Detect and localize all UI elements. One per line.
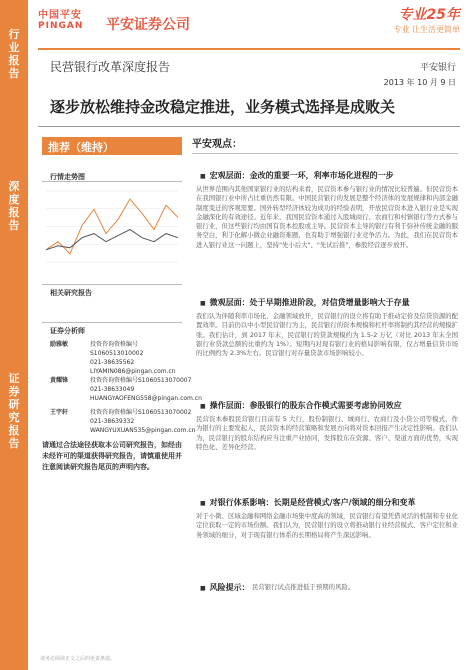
- pingan-logo: [38, 6, 96, 31]
- sidebar-char: 度: [8, 193, 20, 206]
- anniversary-slogan: 专业 让生活更简单: [393, 25, 460, 34]
- sidebar-char: 深: [8, 180, 20, 193]
- analyst-info: [90, 340, 184, 376]
- related-reports-title: 相关研究报告: [50, 289, 92, 297]
- analyst-phone: 021-38635562: [90, 359, 135, 366]
- anniversary-logo: [393, 4, 460, 35]
- section-title: ■ 微观层面：处于早期推进阶段，对信贷增量影响大于存量: [200, 297, 410, 308]
- sidebar-char: 究: [8, 411, 20, 424]
- sidebar-label-industry: [0, 28, 28, 80]
- sidebar-char: 告: [8, 67, 20, 80]
- sidebar-char: 研: [8, 398, 20, 411]
- analyst-license: 投资咨询资格编号S1060513070007: [90, 377, 192, 384]
- headline-divider: [38, 126, 460, 127]
- rating-badge: 推荐（维持）: [42, 137, 182, 155]
- analyst-info: [90, 376, 202, 403]
- anniversary-title: 专业25年: [398, 7, 460, 23]
- section-title: ■ 宏观层面：金改的重要一环，利率市场化进程的一步: [200, 170, 394, 181]
- analyst-email[interactable]: HUANGYAOFENG558@pingan.com.cn: [90, 395, 202, 402]
- report-date: 2013 年 10 月 9 日: [383, 78, 456, 87]
- analyst-license: 投资咨询资格编号S1060513010002: [90, 341, 144, 357]
- analyst-phone: 021-38633049: [90, 386, 135, 393]
- report-headline: 逐步放松维持金改稳定推进，业务模式选择是成败关: [50, 98, 396, 116]
- viewpoint-title: 平安观点：: [192, 139, 242, 150]
- risk-body: 民营银行试点推进低于预期的风险。: [252, 583, 355, 591]
- sidebar-char: 券: [8, 385, 20, 398]
- report-type: 民营银行改革深度报告: [50, 60, 171, 74]
- analyst-title: 证券分析师: [50, 327, 85, 335]
- industry-label: 平安银行: [419, 63, 456, 73]
- chart-series-line: [46, 230, 178, 250]
- section-title: ■ 对银行体系影响：长期是经营模式/客户/领域的细分和变革: [200, 497, 416, 508]
- section-body: 民营资本参股民营银行目前有 5 大行，股份制银行、城商行、农商行及小贷公司等模式，作为银行的主要发起人，民营资本的经营策略和发展方向将对资本回报产生决定性影响。我们认为，民营银行的股东结构应当注重产业协同，发挥股东在资源、客户、渠道方面的优势，实现特色化、差异化经营。: [196, 415, 459, 451]
- analyst-license: 投资咨询资格编号S1060513070002: [90, 409, 192, 416]
- header-divider: [38, 48, 460, 50]
- sidebar-label-research: [0, 372, 28, 450]
- section-body: 从世界范围内其他国家银行业的结构来看，民营资本参与银行业的情况比较普遍。但民营资本在我国银行业中所占比重仍然有限。中国民营银行的发展是整个经济体的发展规律和内部金融制度变迁的客观需要。国外转型经济体较为成功的经验表明，开放民营资本进入银行业是实现金融深化的有效途径。近年来，我国民营资本通过入股城商行、农商行和村镇银行等方式参与银行业，但这些银行均由国有资本控股或主导。民营资本主导的银行有利于弥补传统金融的服务空白，利于化解小微企业融资难题，也有助于增强银行业竞争活力。为此，我们在民营资本进入银行业这一问题上，坚持"先小后大"、"先试后推"，参股经营逐步放开。: [196, 185, 459, 249]
- section-body: 对于小微、区域金融和网络金融市场集中度高的领域，民营银行有望凭借灵活的机制和专业化定位获取一定的市场份额。我们认为，民营银行的设立将推动银行业经营模式、客户定位和业务领域的细分，对于现有银行体系的长期格局将产生深远影响。: [196, 512, 459, 539]
- sidebar-char: 告: [8, 437, 20, 450]
- analyst-name: 王宇轩: [50, 409, 69, 416]
- analyst-phone: 021-38639332: [90, 418, 135, 425]
- viewpoint-rule: [192, 153, 458, 154]
- acquisition-disclaimer: 请通过合法途径获取本公司研究报告，如经由未经许可的渠道获得研究报告，请慎重使用并注意阅读研究报告尾页的声明内容。: [42, 441, 182, 471]
- analyst-rule: [42, 322, 182, 323]
- sidebar-char: 报: [8, 206, 20, 219]
- related-rule: [42, 284, 182, 285]
- sidebar-char: 证: [8, 372, 20, 385]
- sidebar-char: 报: [8, 424, 20, 437]
- analyst-email[interactable]: LIYAMIN086@pingan.com.cn: [90, 368, 176, 375]
- price-trend-chart: [42, 185, 182, 270]
- section-body: 我们认为伴随利率市场化、金融领域放开，民营银行的设立将有助于推动定价及信贷资源的配置效率。目前仍以中小型民营银行为主，民营银行的资本规模和杠杆率将制约其经营的规模扩张。我们估计，到 2017 年末，民营银行的贷款规模约为 1.5-2 万亿（对比 2013 年末全国银行业贷款总额的比重约为 1%）。短期内对现有银行业的格局影响有限，仅占增量信贷市场的比例约为 2.3%左右。民营银行对存量贷款市场影响较小。: [196, 312, 459, 358]
- sidebar: [0, 0, 28, 670]
- risk-title: ■ 风险提示：: [200, 582, 250, 593]
- sidebar-label-depth: [0, 180, 28, 232]
- sidebar-char: 告: [8, 219, 20, 232]
- section-title: ■ 操作层面：参股银行的股东合作模式需要考虑协同效应: [200, 400, 402, 411]
- analyst-email[interactable]: WANGYUXUAN535@pingan.com.cn: [90, 427, 196, 434]
- analyst-info: [90, 408, 195, 435]
- chart-title: 行情走势图: [50, 173, 85, 181]
- analyst-name: 励雅敏: [50, 341, 69, 348]
- sidebar-char: 业: [8, 41, 20, 54]
- company-name: 平安证券公司: [106, 17, 190, 33]
- chart-title-rule: [42, 181, 182, 182]
- logo-en: PINGAN: [38, 21, 84, 31]
- sidebar-char: 报: [8, 54, 20, 67]
- analyst-name: 黄耀锋: [50, 377, 69, 384]
- page-footer: 请务必阅读正文之后的免责条款。: [40, 656, 116, 662]
- viewpoint-header: [192, 135, 458, 160]
- sidebar-char: 行: [8, 28, 20, 41]
- logo-cn: 中国平安: [38, 10, 82, 21]
